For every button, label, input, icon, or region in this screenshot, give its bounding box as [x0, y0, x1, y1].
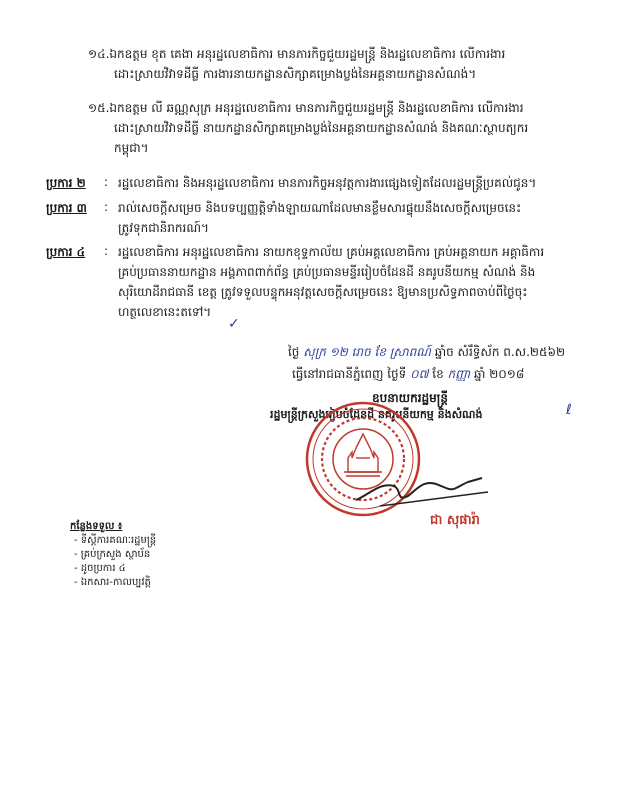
- recipients-header: កន្លែងទទួល ៖: [70, 521, 123, 532]
- signature: [350, 468, 490, 512]
- article-4-line-2: គ្រប់ប្រធាននាយកដ្ឋាន អង្គភាពពាក់ព័ន្ធ គ្រប់ប្រធានមន្ទីររៀបចំដែនដី នគរូបនីយកម្ម សំណង់ និង: [118, 265, 536, 279]
- solar-date-year: ឆ្នាំ ២០១៨: [473, 367, 525, 381]
- solar-date: [292, 364, 524, 384]
- article-3-line-1: រាល់សេចក្តីសម្រេច និងបទប្បញ្ញត្តិទាំងឡាយណាដែលមានខ្លឹមសារផ្ទុយនឹងសេចក្តីសម្រេចនេះ: [118, 201, 522, 215]
- item-14-line-2: ដោះស្រាយវិវាទដីធ្លី ការងារនាយកដ្ឋានសិក្សាគម្រោងប្លង់នៃអគ្គនាយកដ្ឋានសំណង់។: [114, 67, 477, 81]
- article-4-line-1: រដ្ឋលេខាធិការ អនុរដ្ឋលេខាធិការ នាយកខុទ្ទកាល័យ គ្រប់អគ្គលេខាធិការ គ្រប់អគ្គនាយក អគ្គាធិការ: [118, 245, 545, 259]
- item-14: [88, 44, 505, 84]
- article-2-text: [118, 173, 536, 193]
- article-2-colon: :: [104, 175, 109, 189]
- signatory-title-2: រដ្ឋមន្ត្រីក្រសួងរៀបចំដែនដី នគរូបនីយកម្ម និងសំណង់: [270, 408, 483, 421]
- item-14-line-1: ១៤.ឯកឧត្តម ខុត គេងា អនុរដ្ឋលេខាធិការ មានភារកិច្ចជួយរដ្ឋមន្ត្រី និងរដ្ឋលេខាធិការ លើការងារ: [88, 47, 506, 61]
- article-4-line-3: សុរិយោដីរាជធានី ខេត្ត ត្រូវទទួលបន្ទុកអនុវត្តសេចក្តីសម្រេចនេះ ឱ្យមានប្រសិទ្ធភាពចាប់ពីថ្ងៃចុះ: [118, 285, 528, 299]
- handwritten-check-icon: ✓: [228, 316, 240, 332]
- recipient-item: - ឯកសារ-កាលប្បវត្តិ: [74, 577, 151, 588]
- solar-date-day: ០៧: [410, 367, 429, 381]
- lunar-date-prefix: ថ្ងៃ: [288, 345, 300, 359]
- item-15: [88, 98, 528, 158]
- article-3-colon: :: [104, 200, 109, 214]
- article-2-line: រដ្ឋលេខាធិការ និងអនុរដ្ឋលេខាធិការ មានភារកិច្ចអនុវត្តការងារផ្សេងទៀតដែលរដ្ឋមន្ត្រីប្រគល់ជូន។: [118, 176, 537, 190]
- article-4-line-4: ហត្ថលេខានេះតទៅ។: [118, 305, 212, 319]
- item-15-line-2: ដោះស្រាយវិវាទដីធ្លី នាយកដ្ឋានសិក្សាគម្រោងប្លង់នៃអគ្គនាយកដ្ឋានសំណង់ និងគណៈស្ថាបត្យករ: [114, 121, 529, 135]
- article-3-label: ប្រការ ៣: [46, 201, 87, 215]
- solar-date-month-prefix: ខែ: [432, 367, 444, 381]
- signatory-title-1: ឧបនាយករដ្ឋមន្ត្រី: [372, 391, 448, 405]
- article-3-text: [118, 198, 521, 238]
- signatory-name: ជា សុផារ៉ា: [430, 513, 480, 528]
- handwritten-mark-icon: ℓ: [566, 402, 572, 418]
- article-4-colon: :: [104, 244, 109, 258]
- solar-date-prefix: ធ្វើនៅរាជធានីភ្នំពេញ ថ្ងៃទី: [292, 367, 407, 381]
- lunar-date-suffix: ឆ្នាំច សំរឹទ្ធិស័ក ព.ស.២៥៦២: [434, 345, 566, 359]
- item-15-line-1: ១៥.ឯកឧត្តម លី ឆណ្ណសុភ្រ អនុរដ្ឋលេខាធិការ មានភារកិច្ចជួយរដ្ឋមន្ត្រី និងរដ្ឋលេខាធិការ លើការងារ: [88, 101, 524, 115]
- item-15-line-3: កម្ពុជា។: [114, 141, 149, 155]
- article-4-label: ប្រការ ៤: [46, 245, 86, 259]
- recipient-item: - ទីស្តីការគណៈរដ្ឋមន្ត្រី: [74, 535, 157, 546]
- recipient-item: - ដូចប្រការ ៤: [74, 563, 126, 574]
- recipients-list: [70, 520, 156, 590]
- article-4-text: [118, 242, 544, 322]
- article-2-label: ប្រការ ២: [46, 176, 86, 190]
- solar-date-month: កញ្ញា: [447, 367, 471, 381]
- lunar-date: [288, 342, 565, 362]
- article-3-line-2: ត្រូវទុកជានិរាករណ៍។: [118, 221, 209, 235]
- lunar-date-handwritten: សុក្រ ១២ រោច ខែ ស្រាពណ៍: [303, 345, 431, 359]
- recipient-item: - គ្រប់ក្រសួង ស្ថាប័ន: [74, 549, 151, 560]
